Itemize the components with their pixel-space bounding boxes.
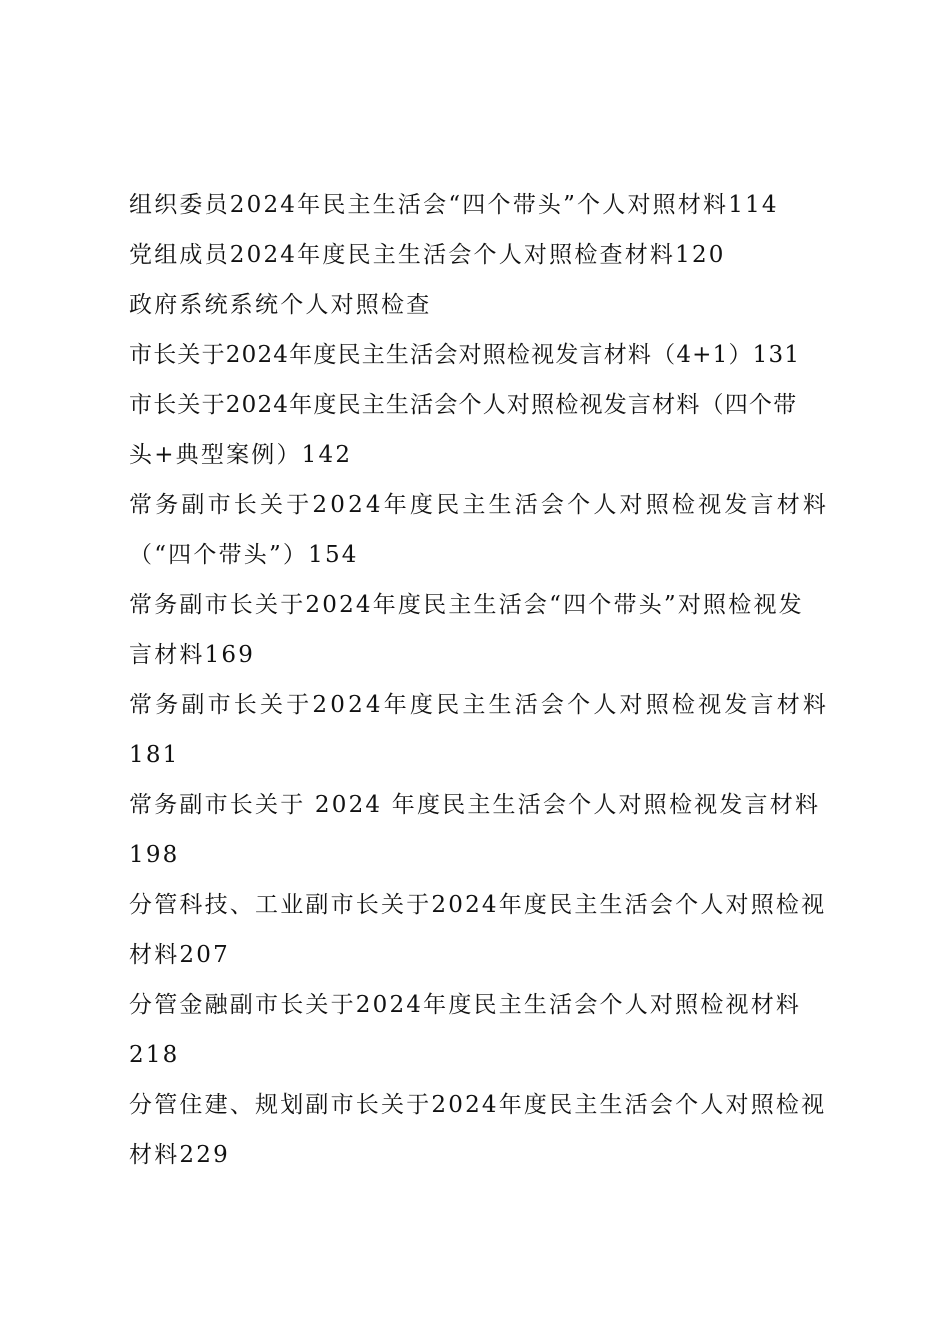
toc-line: 常务副市长关于2024年度民主生活会“四个带头”对照检视发: [129, 592, 804, 618]
toc-line: 组织委员2024年民主生活会“四个带头”个人对照材料114: [129, 192, 779, 218]
toc-line-continuation: 198: [129, 842, 180, 868]
toc-line-continuation: （“四个带头”）154: [129, 542, 359, 568]
toc-line: 分管科技、工业副市长关于2024年度民主生活会个人对照检视: [129, 892, 827, 918]
toc-line-continuation: 言材料169: [129, 642, 256, 668]
toc-line: 市长关于2024年度民主生活会对照检视发言材料（4+1）131: [129, 342, 801, 368]
toc-line: 常务副市长关于2024年度民主生活会个人对照检视发言材料: [129, 692, 830, 718]
toc-line-continuation: 材料229: [129, 1142, 230, 1168]
toc-line: 党组成员2024年度民主生活会个人对照检查材料120: [129, 242, 726, 268]
toc-line-continuation: 材料207: [129, 942, 230, 968]
toc-line: 常务副市长关于 2024 年度民主生活会个人对照检视发言材料: [129, 792, 821, 818]
toc-line-continuation: 218: [129, 1042, 180, 1068]
toc-line: 常务副市长关于2024年度民主生活会个人对照检视发言材料: [129, 492, 830, 518]
toc-section-heading: 政府系统系统个人对照检查: [129, 292, 432, 318]
toc-line: 分管住建、规划副市长关于2024年度民主生活会个人对照检视: [129, 1092, 827, 1118]
toc-line-continuation: 头+典型案例）142: [129, 442, 353, 468]
toc-line: 分管金融副市长关于2024年度民主生活会个人对照检视材料: [129, 992, 802, 1018]
toc-line: 市长关于2024年度民主生活会个人对照检视发言材料（四个带: [129, 392, 798, 418]
toc-line-continuation: 181: [129, 742, 180, 768]
